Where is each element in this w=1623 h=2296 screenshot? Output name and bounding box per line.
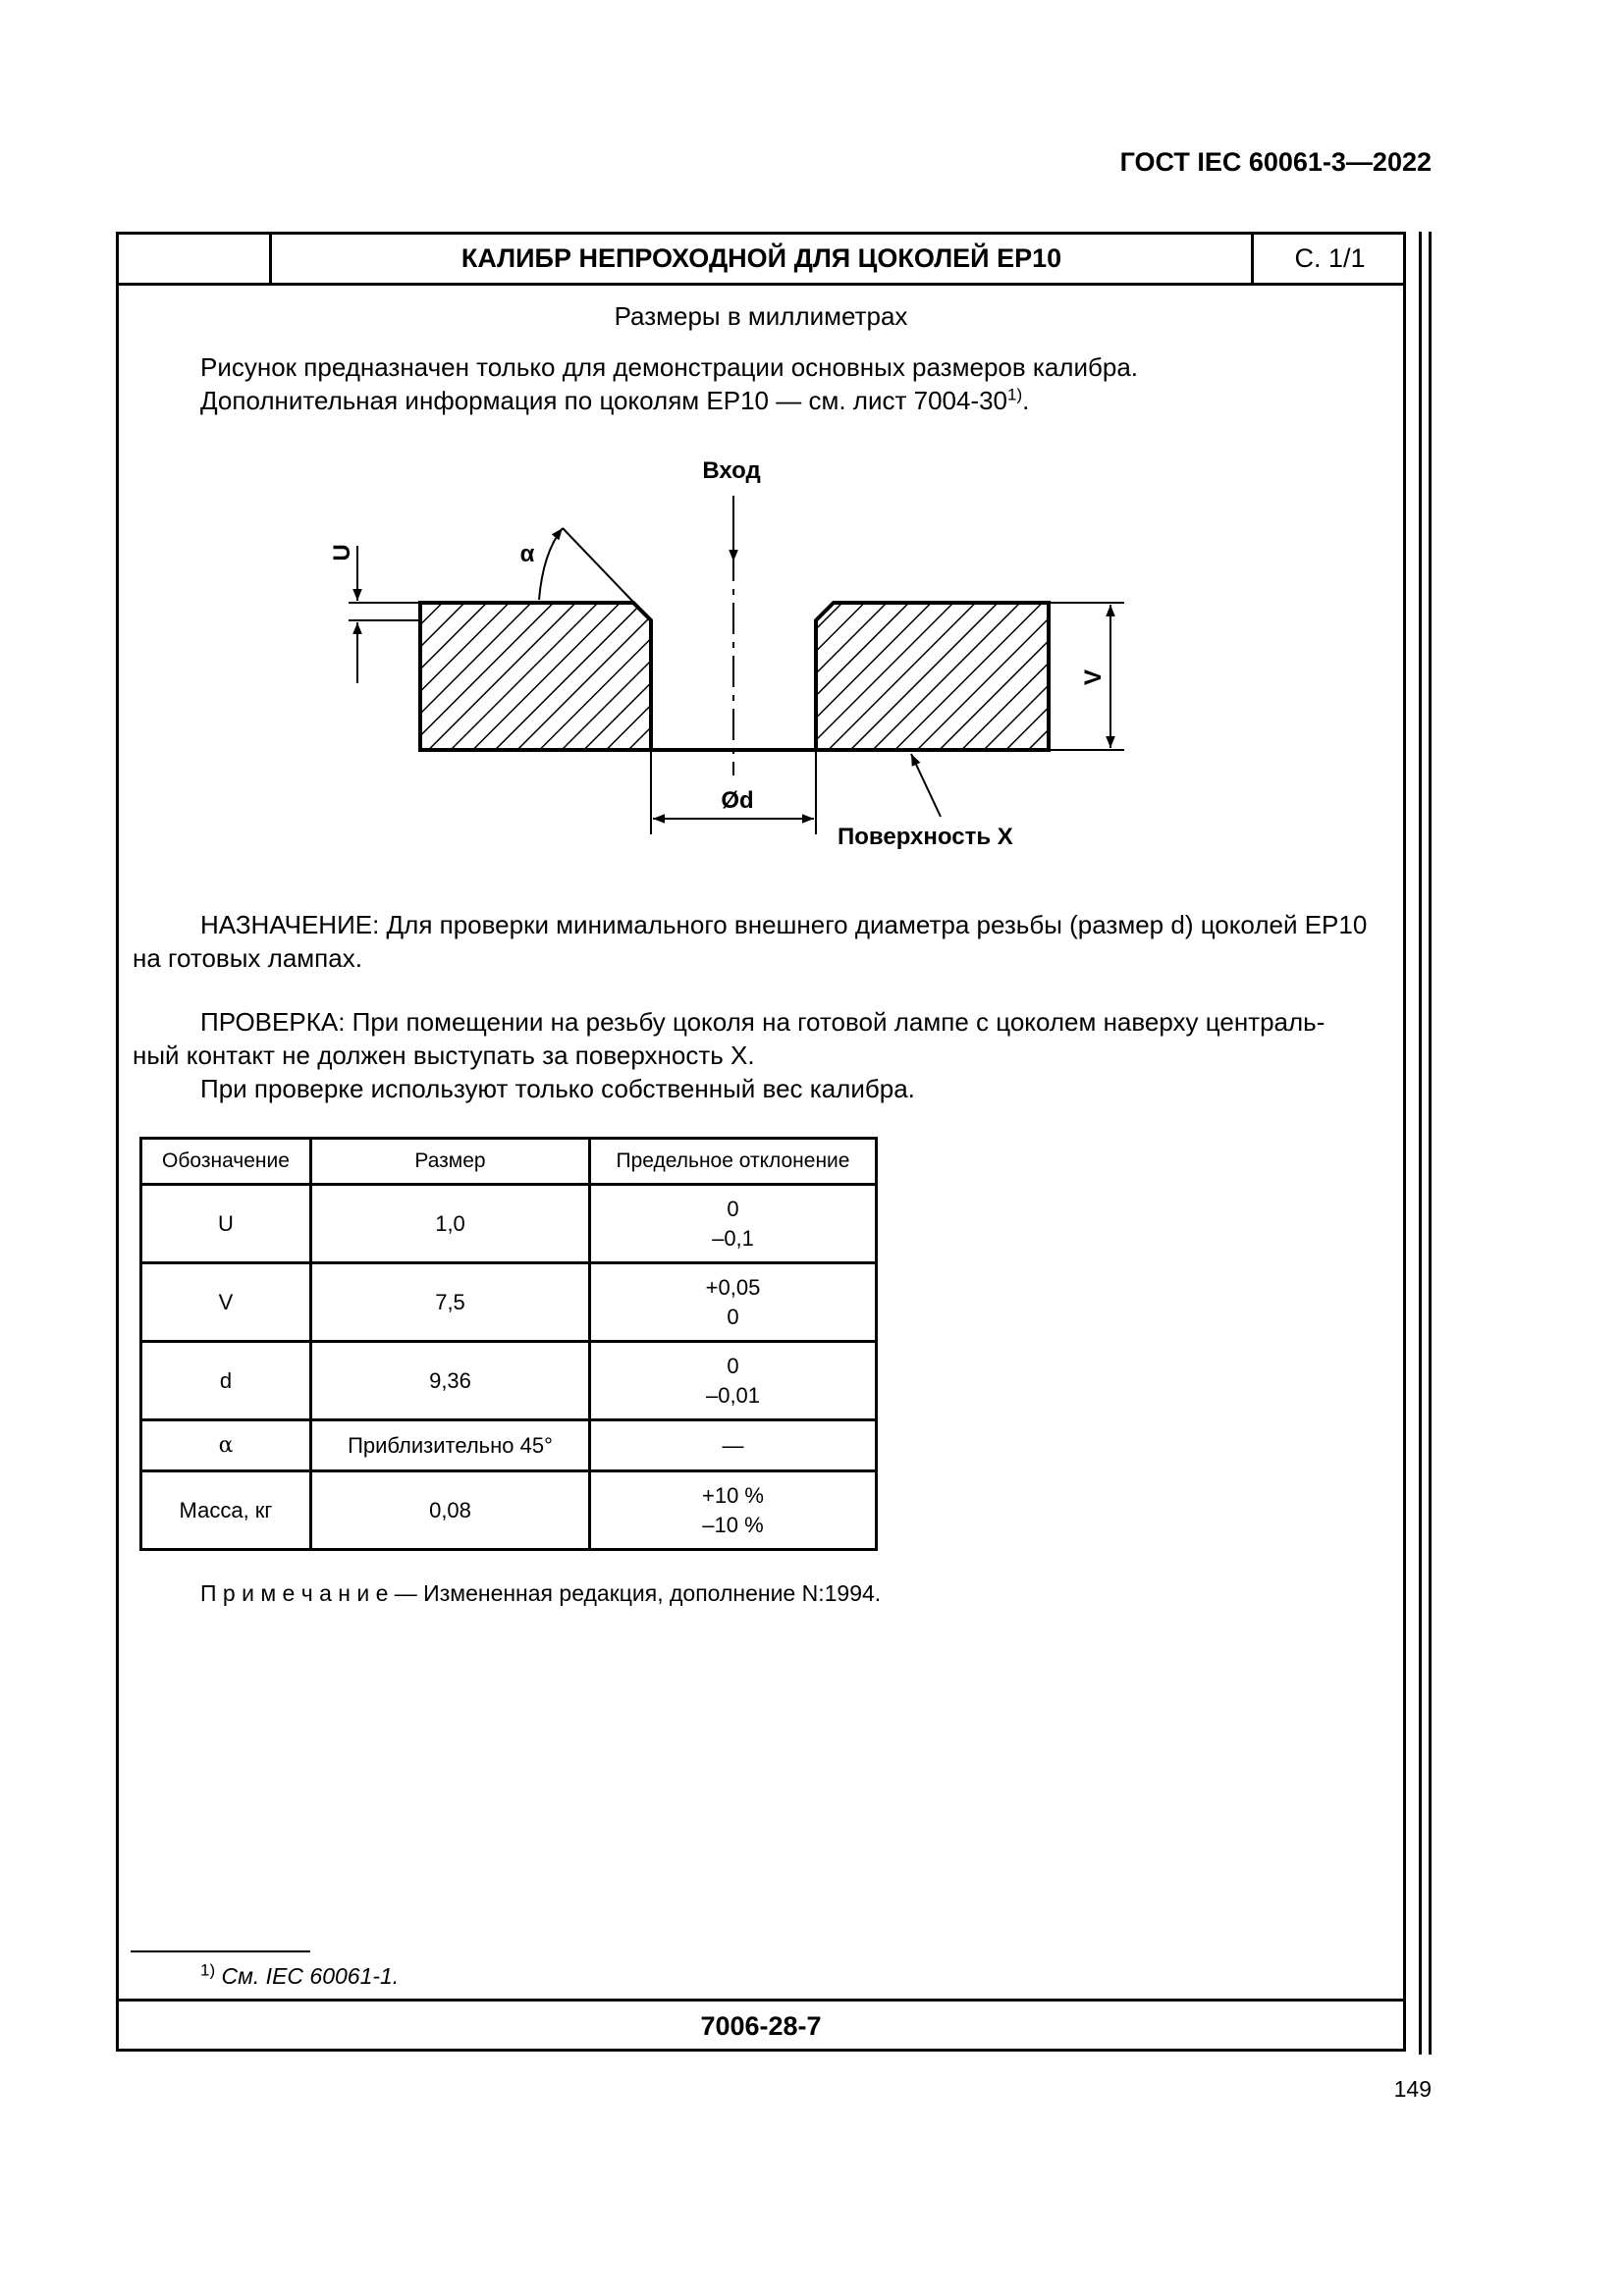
deviation-upper: 0: [727, 1353, 739, 1378]
check-line-3: При проверке используют только собственный вес калибра.: [200, 1074, 915, 1103]
purpose-text: [133, 908, 1392, 975]
deviation-upper: +0,05: [705, 1274, 761, 1300]
footnote-mark: 1): [200, 1960, 216, 1980]
table-row: [141, 1471, 877, 1550]
footnote-ref: 1): [1007, 385, 1023, 404]
deviation-lower: –10 %: [702, 1512, 764, 1537]
deviation-upper: +10 %: [702, 1482, 764, 1508]
deviation-cell: [590, 1471, 877, 1550]
deviation-upper: 0: [727, 1196, 739, 1221]
size-cell: Приблизительно 45°: [311, 1420, 590, 1471]
standard-number: ГОСТ IEC 60061-3—2022: [1119, 147, 1432, 177]
check-line-1: ПРОВЕРКА: При помещении на резьбу цоколя на готовой лампе с цоколем наверху централь-: [200, 1007, 1325, 1037]
deviation-cell: [590, 1342, 877, 1420]
sheet-number: С. 1/1: [1294, 243, 1366, 273]
designation-cell: U: [141, 1185, 311, 1263]
table-row: [141, 1263, 877, 1342]
deviation-lower: 0: [727, 1304, 739, 1329]
sheet-code: 7006-28-7: [700, 2011, 822, 2041]
units-note: Размеры в миллиметрах: [614, 301, 908, 331]
designation-cell: V: [141, 1263, 311, 1342]
table-header-cell: Размер: [311, 1139, 590, 1185]
dimensions-table: [139, 1137, 878, 1551]
note-label: П р и м е ч а н и е: [200, 1580, 389, 1606]
footnote-text: См. IEC 60061-1.: [215, 1963, 400, 1989]
page-number: 149: [1393, 2076, 1432, 2102]
note-text: — Измененная редакция, дополнение N:1994.: [388, 1580, 882, 1606]
gauge-right-body: [816, 603, 1049, 750]
size-cell: 7,5: [311, 1263, 590, 1342]
note: [200, 1580, 881, 1607]
deviation-cell: —: [590, 1420, 877, 1471]
size-cell: 0,08: [311, 1471, 590, 1550]
deviation-lower: –0,01: [705, 1382, 761, 1408]
intro-line-1: Рисунок предназначен только для демонстрации основных размеров калибра.: [200, 352, 1139, 382]
u-label: U: [329, 544, 355, 561]
deviation-cell: [590, 1263, 877, 1342]
table-row: [141, 1420, 877, 1471]
sheet-title: КАЛИБР НЕПРОХОДНОЙ ДЛЯ ЦОКОЛЕЙ EP10: [460, 243, 1062, 273]
gauge-left-body: [420, 603, 651, 750]
deviation-cell: [590, 1185, 877, 1263]
intro-line-2-end: .: [1022, 386, 1030, 415]
designation-cell: α: [141, 1420, 311, 1471]
v-label: V: [1080, 668, 1107, 686]
purpose-paragraph: НАЗНАЧЕНИЕ: Для проверки минимального внешнего диаметра резьбы (размер d) цоколей EP10 на готовых лампах.: [133, 910, 1368, 973]
designation-cell: Масса, кг: [141, 1471, 311, 1550]
designation-cell: d: [141, 1342, 311, 1420]
size-cell: 1,0: [311, 1185, 590, 1263]
table-row: [141, 1342, 877, 1420]
table-header-row: [141, 1139, 877, 1185]
footnote: [200, 1960, 400, 1990]
alpha-label: α: [519, 541, 535, 567]
table-header-cell: Обозначение: [141, 1139, 311, 1185]
entry-label: Вход: [702, 457, 761, 484]
surface-x-label: Поверхность X: [838, 824, 1013, 850]
check-line-2: ный контакт не должен выступать за поверхность X.: [133, 1041, 755, 1070]
surface-x-leader: [911, 754, 941, 817]
check-text: [133, 1005, 1392, 1105]
intro-line-2-text: Дополнительная информация по цоколям EP10 — см. лист 7004-30: [200, 386, 1008, 415]
footnote-rule: [131, 1950, 310, 1952]
deviation-lower: –0,1: [712, 1225, 754, 1251]
size-cell: 9,36: [311, 1342, 590, 1420]
table-row: [141, 1185, 877, 1263]
alpha-arc: [539, 528, 563, 600]
gauge-drawing: [0, 0, 1623, 883]
d-label: Ød: [721, 787, 754, 814]
table-header-cell: Предельное отклонение: [590, 1139, 877, 1185]
